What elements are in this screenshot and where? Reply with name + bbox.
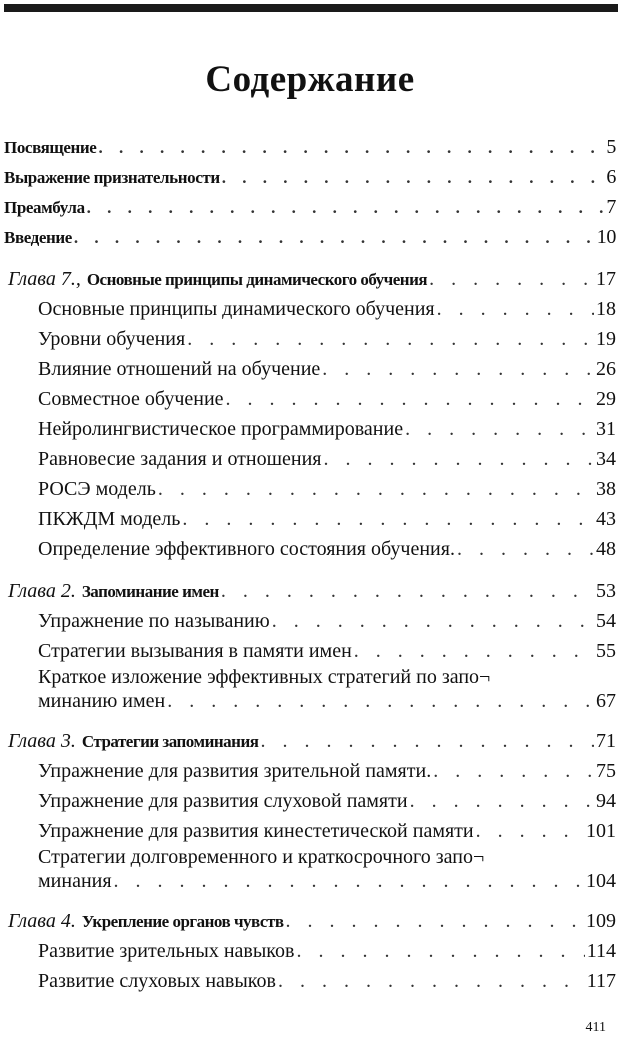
toc-section-page: 104	[586, 870, 616, 892]
toc-section[interactable]	[0, 936, 620, 966]
leader-dots	[354, 636, 594, 666]
toc-chapter[interactable]	[0, 906, 620, 936]
toc-section-label: Определение эффективного состояния обучения.	[38, 538, 455, 560]
toc-section-label: РОСЭ модель	[38, 478, 156, 500]
toc-entry-label: Посвящение	[4, 138, 97, 157]
page-title: Содержание	[205, 59, 415, 100]
leader-dots	[114, 868, 584, 894]
leader-dots	[410, 786, 594, 816]
toc-entry-label: Преамбула	[4, 198, 85, 217]
toc-section-label: Упражнение по называнию	[38, 610, 270, 632]
toc-entry-page: 53	[596, 580, 616, 602]
toc-section[interactable]	[0, 414, 620, 444]
leader-dots	[187, 324, 594, 354]
toc-section-page: 19	[596, 328, 616, 350]
toc-section-page: 43	[596, 508, 616, 530]
toc-section-label: Упражнение для развития зрительной памяти.	[38, 760, 432, 782]
chapter-heading	[8, 576, 219, 607]
toc-entry-page: 17	[596, 268, 616, 290]
toc-section-label: Равновесие задания и отношения	[38, 448, 322, 470]
toc-section[interactable]	[0, 846, 620, 894]
toc-section-page: 101	[586, 820, 616, 842]
toc-section-page: 34	[596, 448, 616, 470]
leader-dots	[433, 756, 594, 786]
toc-section-page: 55	[596, 640, 616, 662]
leader-dots	[74, 223, 595, 253]
toc-section-page: 31	[596, 418, 616, 440]
leader-dots	[457, 534, 594, 564]
toc-section-page: 94	[596, 790, 616, 812]
toc-entry[interactable]	[0, 132, 620, 162]
toc-section-page: 48	[596, 538, 616, 560]
leader-dots	[167, 688, 594, 714]
toc-section-page: 38	[596, 478, 616, 500]
toc-section[interactable]	[0, 444, 620, 474]
toc-section[interactable]	[0, 324, 620, 354]
toc-section-label: Развитие зрительных навыков	[38, 940, 295, 962]
toc-section-label: Нейролингвистическое программирование	[38, 418, 404, 440]
chapter-number: Глава 7.,	[8, 268, 81, 290]
leader-dots	[429, 264, 594, 294]
toc-entry-page: 7	[606, 196, 616, 218]
toc-section-label: минанию имен	[38, 690, 166, 712]
chapter-title: Укрепление органов чувств	[81, 912, 284, 931]
toc-section[interactable]	[0, 966, 620, 996]
toc-chapter[interactable]	[0, 576, 620, 606]
toc-entry-page: 6	[606, 166, 616, 188]
leader-dots	[278, 966, 585, 996]
toc-section-page: 26	[596, 358, 616, 380]
toc-section[interactable]	[0, 294, 620, 324]
leader-dots	[98, 133, 604, 163]
top-rule	[4, 4, 618, 12]
toc-entry-label: Выражение признательности	[4, 168, 220, 187]
toc-section-page: 67	[596, 690, 616, 712]
chapter-title: Запоминание имен	[81, 582, 219, 601]
leader-dots	[476, 816, 584, 846]
leader-dots	[87, 193, 605, 223]
toc-section[interactable]	[0, 504, 620, 534]
toc-section-label: Совместное обучение	[38, 388, 224, 410]
leader-dots	[221, 576, 594, 606]
toc-section[interactable]	[0, 354, 620, 384]
toc-section[interactable]	[0, 534, 620, 564]
toc-entry[interactable]	[0, 192, 620, 222]
toc-section-label-line1: Краткое изложение эффективных стратегий по запо¬	[38, 666, 491, 688]
leader-dots	[158, 474, 594, 504]
leader-dots	[296, 936, 584, 966]
leader-dots	[260, 726, 594, 756]
toc-entry-page: 10	[596, 226, 616, 248]
chapter-heading	[8, 906, 284, 937]
toc-section-label: ПКЖДМ модель	[38, 508, 181, 530]
toc-section-page: 114	[586, 940, 616, 962]
toc-section-label: Влияние отношений на обучение	[38, 358, 321, 380]
toc-section-page: 18	[596, 298, 616, 320]
toc-section-label-line1: Стратегии долговременного и краткосрочного запо¬	[38, 846, 485, 868]
leader-dots	[222, 163, 605, 193]
toc-section-page: 117	[586, 970, 616, 992]
toc-section[interactable]	[0, 666, 620, 714]
table-of-contents	[0, 132, 620, 996]
toc-section-label: Основные принципы динамического обучения	[38, 298, 435, 320]
toc-entry-page: 71	[596, 730, 616, 752]
chapter-heading	[8, 264, 427, 295]
toc-section[interactable]	[0, 384, 620, 414]
leader-dots	[272, 606, 594, 636]
toc-entry-label: Введение	[4, 228, 72, 247]
leader-dots	[286, 906, 585, 936]
toc-section[interactable]	[0, 474, 620, 504]
toc-section-label: Упражнение для развития слуховой памяти	[38, 790, 408, 812]
leader-dots	[182, 504, 594, 534]
leader-dots	[322, 354, 594, 384]
chapter-heading	[8, 726, 258, 757]
page-number: 411	[585, 1020, 606, 1035]
toc-section[interactable]	[0, 606, 620, 636]
toc-section-label: минания	[38, 870, 112, 892]
leader-dots	[324, 444, 594, 474]
toc-entry[interactable]	[0, 162, 620, 192]
chapter-title: Основные принципы динамического обучения	[86, 270, 428, 289]
toc-entry[interactable]	[0, 222, 620, 252]
toc-chapter[interactable]	[0, 264, 620, 294]
toc-section-label: Развитие слуховых навыков	[38, 970, 276, 992]
chapter-number: Глава 3.	[8, 730, 76, 752]
toc-section-page: 75	[596, 760, 616, 782]
toc-section[interactable]	[0, 786, 620, 816]
toc-section[interactable]	[0, 756, 620, 786]
toc-entry-page: 5	[606, 136, 616, 158]
leader-dots	[226, 384, 594, 414]
toc-section-page: 29	[596, 388, 616, 410]
toc-section-label: Уровни обучения	[38, 328, 186, 350]
toc-section[interactable]	[0, 816, 620, 846]
chapter-number: Глава 4.	[8, 910, 76, 932]
toc-section-page: 54	[596, 610, 616, 632]
leader-dots	[405, 414, 594, 444]
toc-entry-page: 109	[586, 910, 616, 932]
toc-chapter[interactable]	[0, 726, 620, 756]
chapter-number: Глава 2.	[8, 580, 76, 602]
chapter-title: Стратегии запоминания	[81, 732, 259, 751]
leader-dots	[437, 294, 594, 324]
toc-section-label: Упражнение для развития кинестетической памяти	[38, 820, 474, 842]
toc-section[interactable]	[0, 636, 620, 666]
toc-section-label: Стратегии вызывания в памяти имен	[38, 640, 352, 662]
